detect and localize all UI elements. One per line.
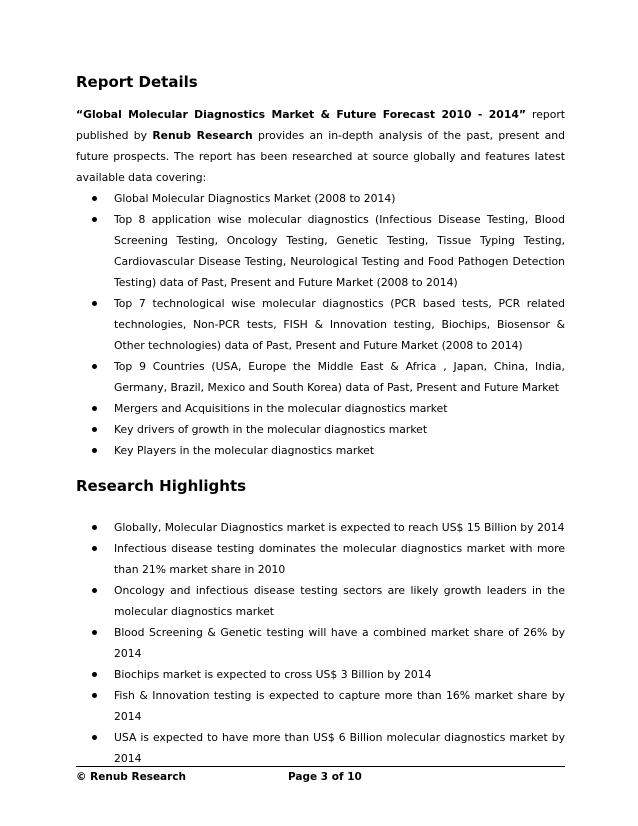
bullet-icon	[92, 364, 97, 369]
report-title: “Global Molecular Diagnostics Market & Future Forecast 2010 - 2014”	[76, 108, 526, 121]
report-intro-paragraph	[76, 104, 565, 188]
list-item	[76, 664, 565, 685]
bullet-icon	[92, 588, 97, 593]
list-item-text: Global Molecular Diagnostics Market (2008 to 2014)	[114, 192, 396, 205]
bullet-icon	[92, 693, 97, 698]
list-item-text: Oncology and infectious disease testing sectors are likely growth leaders in the molecular diagnostics market	[114, 584, 565, 618]
list-item-text: Infectious disease testing dominates the molecular diagnostics market with more than 21% market share in 2010	[114, 542, 565, 576]
list-item-text: Blood Screening & Genetic testing will have a combined market share of 26% by 2014	[114, 626, 565, 660]
bullet-icon	[92, 406, 97, 411]
footer-copyright: © Renub Research	[76, 771, 187, 783]
bullet-icon	[92, 301, 97, 306]
bullet-icon	[92, 427, 97, 432]
list-item-text: Mergers and Acquisitions in the molecular diagnostics market	[114, 402, 448, 415]
intro-connector: report published by	[76, 108, 565, 142]
list-item	[76, 538, 565, 580]
list-item-text: Key drivers of growth in the molecular diagnostics market	[114, 423, 428, 436]
footer-divider	[76, 766, 565, 767]
bullet-icon	[92, 217, 97, 222]
bullet-icon	[92, 196, 97, 201]
list-item	[76, 622, 565, 664]
list-item	[76, 727, 565, 769]
list-item	[76, 440, 565, 461]
list-item	[76, 419, 565, 440]
list-item-text: Top 8 application wise molecular diagnostics (Infectious Disease Testing, Blood Screening Testing, Oncology Testing, Genetic Testing, Tissue Typing Testing, Cardiovascular Disease Testing, Neurological Testing and Food Pathogen Detection Testing) data of Past, Present and Future Market (2008 to 2014)	[114, 213, 565, 289]
list-item-text: Globally, Molecular Diagnostics market is expected to reach US$ 15 Billion by 2014	[114, 521, 565, 534]
list-item	[76, 685, 565, 727]
bullet-icon	[92, 735, 97, 740]
list-item	[76, 209, 565, 293]
research-highlights-heading: Research Highlights	[76, 477, 247, 495]
bullet-icon	[92, 448, 97, 453]
list-item	[76, 580, 565, 622]
report-details-list	[76, 188, 565, 461]
research-highlights-list	[76, 517, 565, 769]
report-details-heading: Report Details	[76, 73, 198, 91]
list-item-text: Biochips market is expected to cross US$ 3 Billion by 2014	[114, 668, 432, 681]
footer-page-number: Page 3 of 10	[288, 771, 362, 783]
bullet-icon	[92, 546, 97, 551]
bullet-icon	[92, 672, 97, 677]
publisher-name: Renub Research	[152, 129, 253, 142]
list-item-text: Key Players in the molecular diagnostics market	[114, 444, 375, 457]
list-item	[76, 398, 565, 419]
list-item	[76, 293, 565, 356]
list-item-text: Fish & Innovation testing is expected to capture more than 16% market share by 2014	[114, 689, 565, 723]
bullet-icon	[92, 630, 97, 635]
list-item	[76, 517, 565, 538]
bullet-icon	[92, 525, 97, 530]
list-item-text: USA is expected to have more than US$ 6 Billion molecular diagnostics market by 2014	[114, 731, 565, 765]
list-item	[76, 188, 565, 209]
intro-rest: provides an in-depth analysis of the past, present and future prospects. The report has been researched at source globally and features latest available data covering:	[76, 129, 565, 184]
list-item-text: Top 7 technological wise molecular diagnostics (PCR based tests, PCR related technologies, Non-PCR tests, FISH & Innovation testing, Biochips, Biosensor & Other technologies) data of Past, Present and Future Market (2008 to 2014)	[114, 297, 565, 352]
list-item-text: Top 9 Countries (USA, Europe the Middle East & Africa , Japan, China, India, Germany, Brazil, Mexico and South Korea) data of Past, Present and Future Market	[114, 360, 565, 394]
list-item	[76, 356, 565, 398]
